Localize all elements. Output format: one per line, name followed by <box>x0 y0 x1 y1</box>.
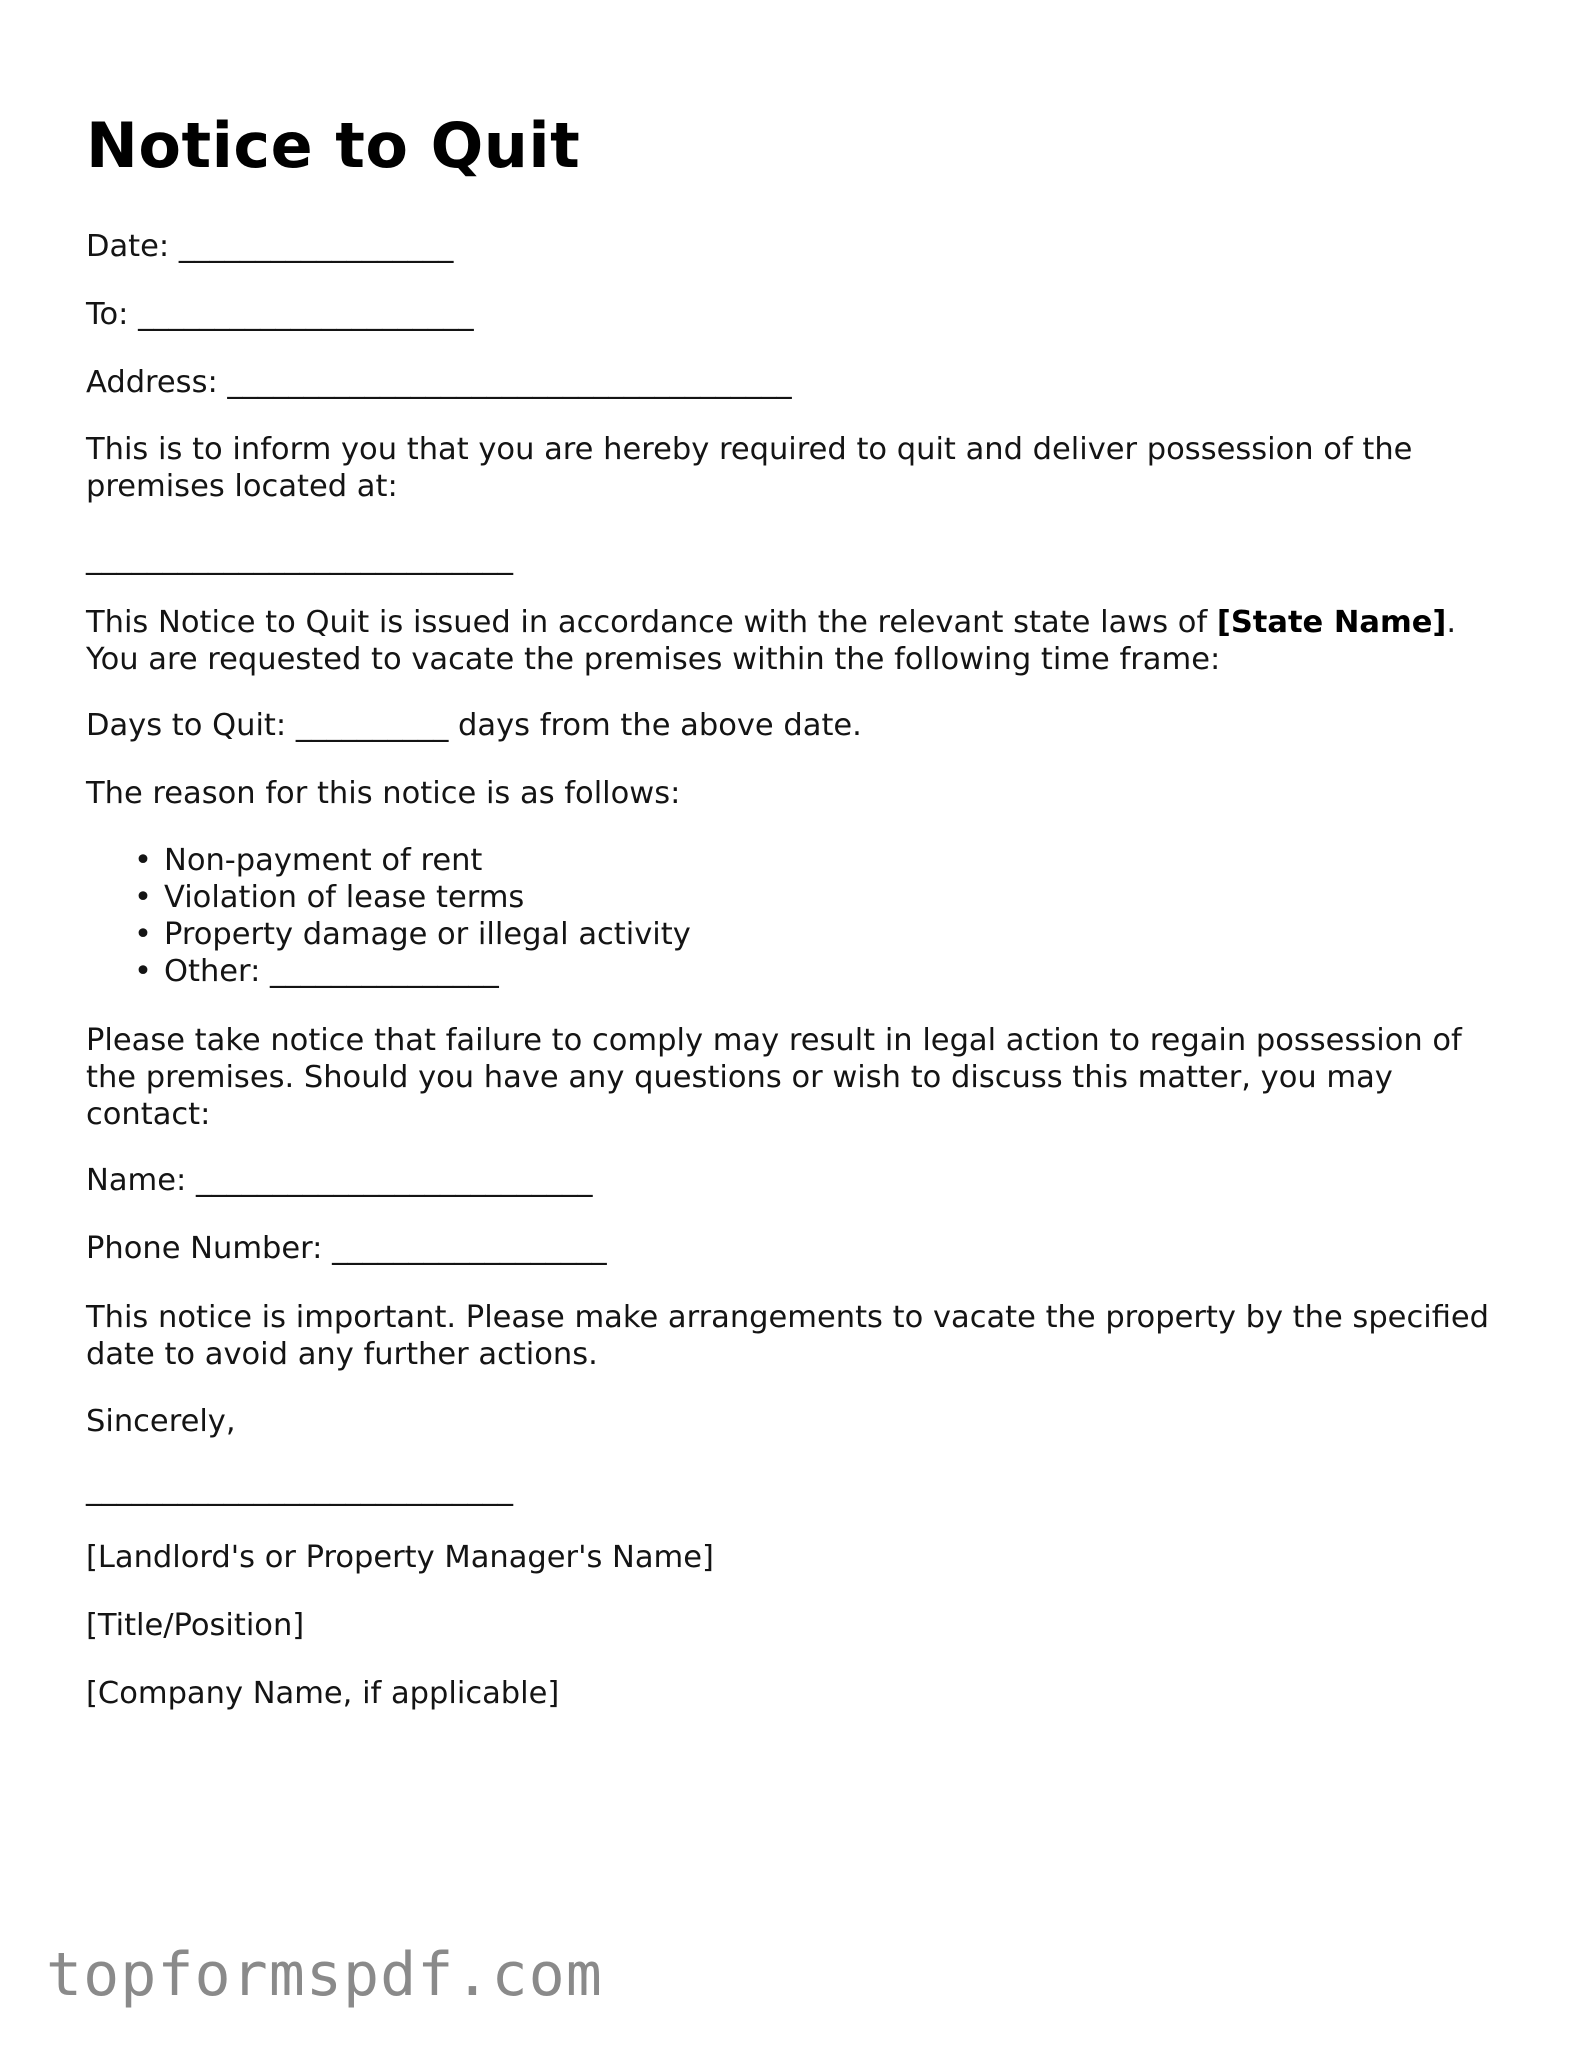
reason-item <box>134 953 691 990</box>
contact-name-field: Name: __________________________ <box>86 1163 593 1198</box>
to-field: To: ______________________ <box>86 297 474 332</box>
site-watermark: topformspdf.com <box>46 1940 603 2010</box>
intro-paragraph: This is to inform you that you are hereby required to quit and deliver possession of the premises located at: <box>86 432 1413 504</box>
issued-suffix: . You are requested to vacate the premises within the following time frame: <box>86 605 1457 677</box>
reason-item <box>134 879 691 916</box>
bullet-icon: • <box>134 880 152 915</box>
premises-blank: ____________________________ <box>86 541 513 576</box>
days-to-quit-field: Days to Quit: __________ days from the above date. <box>86 708 862 743</box>
page-title: Notice to Quit <box>86 109 581 182</box>
reason-label: Non-payment of rent <box>164 843 483 878</box>
reason-intro: The reason for this notice is as follows: <box>86 776 681 811</box>
bullet-icon: • <box>134 954 152 989</box>
reason-label: Other: _______________ <box>164 954 499 989</box>
reason-item <box>134 842 691 879</box>
failure-paragraph: Please take notice that failure to comply may result in legal action to regain possession of the premises. Should you have any questions or wish to discuss this matter, you may contact: <box>86 1023 1462 1132</box>
address-field: Address: _____________________________________ <box>86 365 792 400</box>
state-name-placeholder: [State Name] <box>1216 605 1447 640</box>
bullet-icon: • <box>134 843 152 878</box>
reason-label: Property damage or illegal activity <box>164 917 691 952</box>
signature-line: ____________________________ <box>86 1472 513 1507</box>
issued-paragraph <box>86 604 1506 678</box>
signer-name: [Landlord's or Property Manager's Name] <box>86 1540 714 1575</box>
signer-company: [Company Name, if applicable] <box>86 1676 560 1711</box>
signer-title: [Title/Position] <box>86 1608 305 1643</box>
reason-item <box>134 916 691 953</box>
reasons-list <box>86 842 691 990</box>
closing-text: Sincerely, <box>86 1404 236 1439</box>
issued-prefix: This Notice to Quit is issued in accordance with the relevant state laws of <box>86 605 1217 640</box>
important-paragraph: This notice is important. Please make arrangements to vacate the property by the specified date to avoid any further actions. <box>86 1300 1490 1372</box>
date-field: Date: __________________ <box>86 229 454 264</box>
contact-phone-field: Phone Number: __________________ <box>86 1231 607 1266</box>
reason-label: Violation of lease terms <box>164 880 525 915</box>
bullet-icon: • <box>134 917 152 952</box>
